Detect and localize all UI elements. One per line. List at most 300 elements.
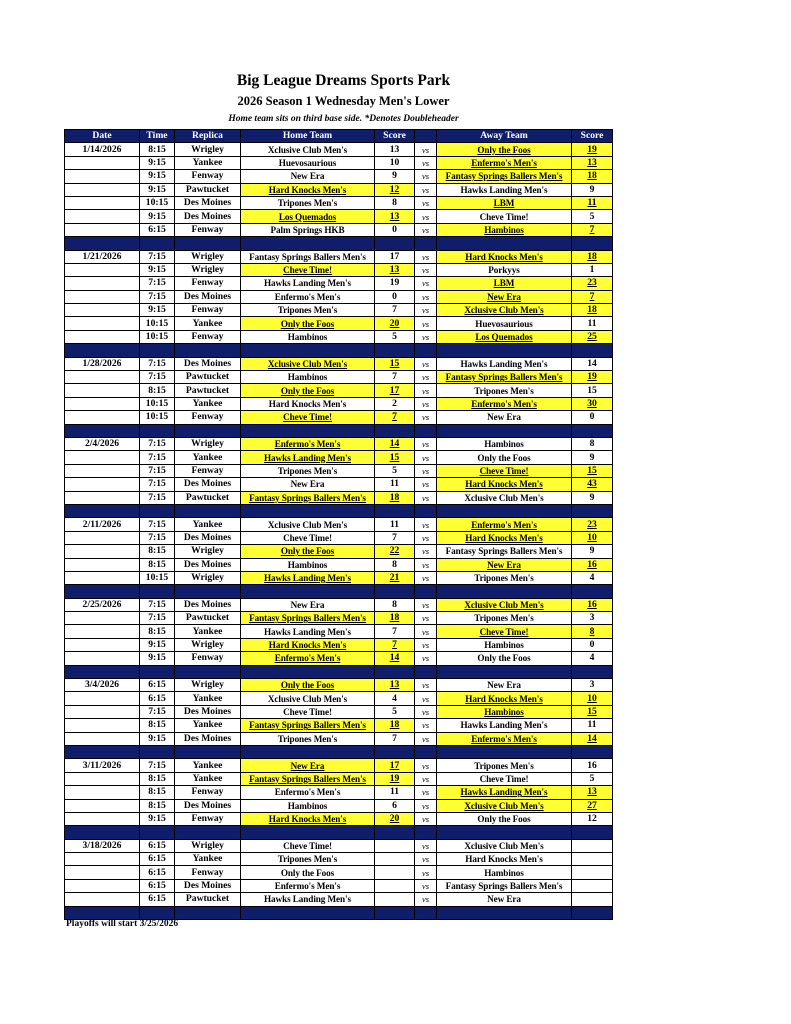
table-row xyxy=(65,196,613,209)
game-field: Yankee xyxy=(175,317,241,330)
separator-cell xyxy=(65,344,140,357)
home-score: 20 xyxy=(375,812,415,825)
game-date-empty xyxy=(65,571,140,584)
vs-label: vs xyxy=(415,571,437,584)
page-subtitle: 2026 Season 1 Wednesday Men's Lower xyxy=(237,94,450,108)
table-row xyxy=(65,692,613,705)
separator-cell xyxy=(65,504,140,517)
game-date-empty xyxy=(65,558,140,571)
away-score: 13 xyxy=(572,786,613,799)
away-team: New Era xyxy=(437,558,572,571)
away-team: Xclusive Club Men's xyxy=(437,491,572,504)
game-time: 9:15 xyxy=(140,210,175,223)
game-field: Des Moines xyxy=(175,705,241,718)
game-field: Yankee xyxy=(175,853,241,866)
separator-cell xyxy=(241,826,375,839)
game-date-empty xyxy=(65,719,140,732)
table-row xyxy=(65,263,613,276)
away-score: 3 xyxy=(572,679,613,692)
game-date-empty xyxy=(65,652,140,665)
home-score: 11 xyxy=(375,518,415,531)
vs-label: vs xyxy=(415,893,437,906)
away-score: 23 xyxy=(572,518,613,531)
separator-cell xyxy=(437,344,572,357)
separator-cell xyxy=(437,585,572,598)
home-team: Hawks Landing Men's xyxy=(241,571,375,584)
week-separator xyxy=(65,424,613,437)
table-row xyxy=(65,491,613,504)
game-field: Fenway xyxy=(175,411,241,424)
game-time: 10:15 xyxy=(140,397,175,410)
away-score: 11 xyxy=(572,719,613,732)
game-time: 7:15 xyxy=(140,277,175,290)
game-field: Fenway xyxy=(175,812,241,825)
home-team: Fantasy Springs Ballers Men's xyxy=(241,719,375,732)
vs-label: vs xyxy=(415,759,437,772)
away-score: 3 xyxy=(572,612,613,625)
home-team: Only the Foos xyxy=(241,545,375,558)
week-separator xyxy=(65,906,613,919)
home-team: Fantasy Springs Ballers Men's xyxy=(241,250,375,263)
home-score: 8 xyxy=(375,598,415,611)
game-date-empty xyxy=(65,156,140,169)
home-team: Tripones Men's xyxy=(241,853,375,866)
home-team: Xclusive Club Men's xyxy=(241,143,375,156)
separator-cell xyxy=(175,906,241,919)
game-date-empty xyxy=(65,196,140,209)
table-row xyxy=(65,478,613,491)
separator-cell xyxy=(415,826,437,839)
game-time: 9:15 xyxy=(140,170,175,183)
table-row xyxy=(65,679,613,692)
home-score: 7 xyxy=(375,411,415,424)
game-field: Des Moines xyxy=(175,357,241,370)
vs-label: vs xyxy=(415,330,437,343)
home-team: Only the Foos xyxy=(241,317,375,330)
home-score: 17 xyxy=(375,759,415,772)
away-score: 1 xyxy=(572,263,613,276)
away-score: 10 xyxy=(572,531,613,544)
home-score: 15 xyxy=(375,357,415,370)
game-field: Des Moines xyxy=(175,732,241,745)
game-date: 3/11/2026 xyxy=(65,759,140,772)
away-score: 9 xyxy=(572,491,613,504)
away-team: New Era xyxy=(437,411,572,424)
vs-label: vs xyxy=(415,170,437,183)
home-team: Tripones Men's xyxy=(241,732,375,745)
home-team: Cheve Time! xyxy=(241,411,375,424)
game-date-empty xyxy=(65,371,140,384)
home-team: New Era xyxy=(241,478,375,491)
away-team: Hard Knocks Men's xyxy=(437,250,572,263)
game-date-empty xyxy=(65,812,140,825)
home-score: 14 xyxy=(375,652,415,665)
away-score: 8 xyxy=(572,625,613,638)
home-team: Fantasy Springs Ballers Men's xyxy=(241,772,375,785)
home-team: Enfermo's Men's xyxy=(241,879,375,892)
away-team: Hard Knocks Men's xyxy=(437,531,572,544)
separator-cell xyxy=(241,585,375,598)
table-row xyxy=(65,143,613,156)
game-time: 6:15 xyxy=(140,866,175,879)
game-date-empty xyxy=(65,893,140,906)
game-field: Fenway xyxy=(175,330,241,343)
table-row xyxy=(65,545,613,558)
game-field: Fenway xyxy=(175,464,241,477)
game-time: 7:15 xyxy=(140,612,175,625)
away-team: Hard Knocks Men's xyxy=(437,478,572,491)
game-field: Des Moines xyxy=(175,196,241,209)
game-field: Yankee xyxy=(175,692,241,705)
game-time: 6:15 xyxy=(140,893,175,906)
away-score xyxy=(572,893,613,906)
game-date-empty xyxy=(65,772,140,785)
away-score: 15 xyxy=(572,464,613,477)
separator-cell xyxy=(572,424,613,437)
game-time: 9:15 xyxy=(140,263,175,276)
home-team: Hard Knocks Men's xyxy=(241,183,375,196)
game-time: 8:15 xyxy=(140,625,175,638)
game-date: 2/4/2026 xyxy=(65,437,140,450)
vs-label: vs xyxy=(415,196,437,209)
away-score: 5 xyxy=(572,210,613,223)
away-score: 4 xyxy=(572,571,613,584)
game-time: 6:15 xyxy=(140,223,175,236)
separator-cell xyxy=(415,344,437,357)
game-date-empty xyxy=(65,290,140,303)
vs-label: vs xyxy=(415,464,437,477)
vs-label: vs xyxy=(415,786,437,799)
away-score: 7 xyxy=(572,223,613,236)
separator-cell xyxy=(572,344,613,357)
vs-label: vs xyxy=(415,304,437,317)
away-score xyxy=(572,853,613,866)
separator-cell xyxy=(175,424,241,437)
home-team: Hawks Landing Men's xyxy=(241,625,375,638)
separator-cell xyxy=(437,237,572,250)
game-field: Pawtucket xyxy=(175,371,241,384)
vs-label: vs xyxy=(415,853,437,866)
schedule-note: Home team sits on third base side. *Denotes Doubleheader xyxy=(228,114,459,124)
away-score: 9 xyxy=(572,451,613,464)
vs-label: vs xyxy=(415,277,437,290)
table-row xyxy=(65,759,613,772)
away-team: Cheve Time! xyxy=(437,625,572,638)
home-score: 12 xyxy=(375,183,415,196)
table-row xyxy=(65,330,613,343)
home-score xyxy=(375,866,415,879)
column-header-replica: Replica xyxy=(175,130,241,143)
game-time: 9:15 xyxy=(140,304,175,317)
column-header-home-score: Score xyxy=(375,130,415,143)
game-time: 9:15 xyxy=(140,732,175,745)
column-header-away-team: Away Team xyxy=(437,130,572,143)
game-time: 6:15 xyxy=(140,679,175,692)
game-time: 8:15 xyxy=(140,558,175,571)
game-time: 7:15 xyxy=(140,464,175,477)
home-score: 9 xyxy=(375,170,415,183)
separator-cell xyxy=(415,906,437,919)
game-field: Fenway xyxy=(175,652,241,665)
separator-cell xyxy=(375,745,415,758)
table-row xyxy=(65,156,613,169)
table-row xyxy=(65,183,613,196)
game-date-empty xyxy=(65,786,140,799)
game-field: Yankee xyxy=(175,451,241,464)
game-time: 7:15 xyxy=(140,531,175,544)
table-row xyxy=(65,277,613,290)
away-team: Fantasy Springs Ballers Men's xyxy=(437,371,572,384)
table-row xyxy=(65,719,613,732)
separator-cell xyxy=(140,745,175,758)
table-row xyxy=(65,879,613,892)
separator-cell xyxy=(572,665,613,678)
away-team: Only the Foos xyxy=(437,143,572,156)
home-team: Tripones Men's xyxy=(241,304,375,317)
table-row xyxy=(65,437,613,450)
game-time: 7:15 xyxy=(140,518,175,531)
home-team: Hard Knocks Men's xyxy=(241,812,375,825)
home-score: 5 xyxy=(375,464,415,477)
away-team: New Era xyxy=(437,290,572,303)
table-row xyxy=(65,839,613,852)
vs-label: vs xyxy=(415,437,437,450)
separator-cell xyxy=(140,504,175,517)
away-score: 19 xyxy=(572,371,613,384)
away-score: 14 xyxy=(572,357,613,370)
game-date-empty xyxy=(65,638,140,651)
table-row xyxy=(65,317,613,330)
separator-cell xyxy=(65,906,140,919)
away-score: 27 xyxy=(572,799,613,812)
home-score: 7 xyxy=(375,371,415,384)
game-time: 10:15 xyxy=(140,317,175,330)
game-field: Fenway xyxy=(175,304,241,317)
home-team: Enfermo's Men's xyxy=(241,652,375,665)
vs-label: vs xyxy=(415,210,437,223)
away-team: Only the Foos xyxy=(437,451,572,464)
game-field: Des Moines xyxy=(175,558,241,571)
away-score: 0 xyxy=(572,411,613,424)
game-time: 6:15 xyxy=(140,692,175,705)
away-score: 16 xyxy=(572,759,613,772)
away-score: 16 xyxy=(572,558,613,571)
away-team: Xclusive Club Men's xyxy=(437,839,572,852)
separator-cell xyxy=(572,826,613,839)
table-row xyxy=(65,357,613,370)
game-date-empty xyxy=(65,612,140,625)
game-field: Fenway xyxy=(175,277,241,290)
home-team: Fantasy Springs Ballers Men's xyxy=(241,491,375,504)
separator-cell xyxy=(241,424,375,437)
away-score: 18 xyxy=(572,304,613,317)
away-team: Enfermo's Men's xyxy=(437,397,572,410)
home-team: New Era xyxy=(241,170,375,183)
vs-label: vs xyxy=(415,799,437,812)
game-time: 7:15 xyxy=(140,357,175,370)
away-score xyxy=(572,879,613,892)
game-time: 9:15 xyxy=(140,156,175,169)
away-team: Hambinos xyxy=(437,223,572,236)
game-date-empty xyxy=(65,625,140,638)
away-team: Porkyys xyxy=(437,263,572,276)
away-team: Hambinos xyxy=(437,638,572,651)
table-row xyxy=(65,772,613,785)
vs-label: vs xyxy=(415,545,437,558)
game-time: 7:15 xyxy=(140,451,175,464)
week-separator xyxy=(65,665,613,678)
home-score: 14 xyxy=(375,437,415,450)
vs-label: vs xyxy=(415,558,437,571)
table-row xyxy=(65,853,613,866)
away-team: Xclusive Club Men's xyxy=(437,598,572,611)
column-header-time: Time xyxy=(140,130,175,143)
table-row xyxy=(65,384,613,397)
game-field: Yankee xyxy=(175,625,241,638)
home-score: 7 xyxy=(375,625,415,638)
separator-cell xyxy=(241,665,375,678)
home-score: 20 xyxy=(375,317,415,330)
game-date-empty xyxy=(65,277,140,290)
separator-cell xyxy=(375,906,415,919)
away-team: Only the Foos xyxy=(437,652,572,665)
separator-cell xyxy=(437,826,572,839)
game-time: 8:15 xyxy=(140,719,175,732)
separator-cell xyxy=(437,745,572,758)
home-score: 17 xyxy=(375,384,415,397)
home-score: 13 xyxy=(375,679,415,692)
home-team: Tripones Men's xyxy=(241,464,375,477)
game-time: 8:15 xyxy=(140,384,175,397)
game-field: Yankee xyxy=(175,518,241,531)
game-date: 1/21/2026 xyxy=(65,250,140,263)
column-header-home-team: Home Team xyxy=(241,130,375,143)
vs-label: vs xyxy=(415,371,437,384)
away-score: 0 xyxy=(572,638,613,651)
table-row xyxy=(65,638,613,651)
game-date-empty xyxy=(65,478,140,491)
home-score: 4 xyxy=(375,692,415,705)
home-score: 18 xyxy=(375,612,415,625)
game-date-empty xyxy=(65,799,140,812)
table-row xyxy=(65,652,613,665)
game-field: Wrigley xyxy=(175,571,241,584)
away-team: Los Quemados xyxy=(437,330,572,343)
game-field: Wrigley xyxy=(175,679,241,692)
table-row xyxy=(65,786,613,799)
game-time: 8:15 xyxy=(140,786,175,799)
home-score: 6 xyxy=(375,799,415,812)
game-time: 10:15 xyxy=(140,196,175,209)
separator-cell xyxy=(437,906,572,919)
vs-label: vs xyxy=(415,156,437,169)
home-score xyxy=(375,853,415,866)
separator-cell xyxy=(140,237,175,250)
vs-label: vs xyxy=(415,879,437,892)
vs-label: vs xyxy=(415,183,437,196)
vs-label: vs xyxy=(415,839,437,852)
table-row xyxy=(65,371,613,384)
home-team: Hawks Landing Men's xyxy=(241,893,375,906)
vs-label: vs xyxy=(415,384,437,397)
game-date-empty xyxy=(65,451,140,464)
game-date: 3/4/2026 xyxy=(65,679,140,692)
home-score: 17 xyxy=(375,250,415,263)
home-score: 19 xyxy=(375,277,415,290)
away-score: 5 xyxy=(572,772,613,785)
separator-cell xyxy=(65,826,140,839)
game-date-empty xyxy=(65,384,140,397)
game-time: 7:15 xyxy=(140,491,175,504)
vs-label: vs xyxy=(415,652,437,665)
separator-cell xyxy=(140,906,175,919)
away-score: 12 xyxy=(572,812,613,825)
column-header-vs xyxy=(415,130,437,143)
page-title: Big League Dreams Sports Park xyxy=(236,72,451,89)
game-field: Des Moines xyxy=(175,210,241,223)
home-score: 0 xyxy=(375,223,415,236)
home-score: 7 xyxy=(375,531,415,544)
game-field: Wrigley xyxy=(175,143,241,156)
vs-label: vs xyxy=(415,719,437,732)
separator-cell xyxy=(140,424,175,437)
game-field: Fenway xyxy=(175,223,241,236)
away-team: Hawks Landing Men's xyxy=(437,786,572,799)
game-field: Yankee xyxy=(175,397,241,410)
home-team: Only the Foos xyxy=(241,384,375,397)
separator-cell xyxy=(65,585,140,598)
home-team: Huevosaurious xyxy=(241,156,375,169)
separator-cell xyxy=(241,237,375,250)
separator-cell xyxy=(415,504,437,517)
vs-label: vs xyxy=(415,478,437,491)
table-row xyxy=(65,518,613,531)
game-field: Pawtucket xyxy=(175,893,241,906)
home-team: Xclusive Club Men's xyxy=(241,357,375,370)
game-time: 7:15 xyxy=(140,478,175,491)
table-row xyxy=(65,397,613,410)
home-score: 8 xyxy=(375,558,415,571)
column-header-date: Date xyxy=(65,130,140,143)
table-row xyxy=(65,451,613,464)
week-separator xyxy=(65,344,613,357)
separator-cell xyxy=(241,745,375,758)
home-score: 7 xyxy=(375,732,415,745)
separator-cell xyxy=(175,237,241,250)
separator-cell xyxy=(140,585,175,598)
vs-label: vs xyxy=(415,866,437,879)
home-team: Tripones Men's xyxy=(241,196,375,209)
home-team: Palm Springs HKB xyxy=(241,223,375,236)
vs-label: vs xyxy=(415,612,437,625)
table-row xyxy=(65,893,613,906)
home-score: 13 xyxy=(375,210,415,223)
game-field: Wrigley xyxy=(175,545,241,558)
home-team: Cheve Time! xyxy=(241,263,375,276)
separator-cell xyxy=(175,344,241,357)
vs-label: vs xyxy=(415,451,437,464)
away-team: Hawks Landing Men's xyxy=(437,183,572,196)
home-team: Hard Knocks Men's xyxy=(241,638,375,651)
vs-label: vs xyxy=(415,638,437,651)
home-score: 2 xyxy=(375,397,415,410)
home-team: Only the Foos xyxy=(241,866,375,879)
game-date-empty xyxy=(65,464,140,477)
away-score: 4 xyxy=(572,652,613,665)
vs-label: vs xyxy=(415,705,437,718)
table-row xyxy=(65,598,613,611)
game-time: 8:15 xyxy=(140,772,175,785)
